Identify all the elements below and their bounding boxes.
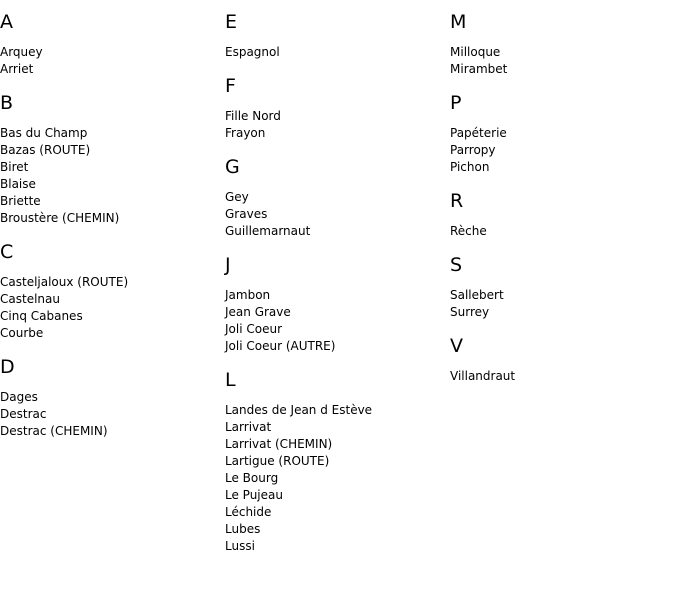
street-link-bazas-route[interactable]: Bazas (ROUTE) (0, 143, 91, 157)
letter-group-r (450, 191, 670, 240)
letter-group-b (0, 93, 220, 227)
street-list (225, 189, 445, 240)
street-link-lussi[interactable]: Lussi (225, 539, 255, 553)
street-link-dages[interactable]: Dages (0, 390, 38, 404)
street-link-guillemarnaut[interactable]: Guillemarnaut (225, 224, 311, 238)
index-column-2 (225, 12, 445, 570)
letter-group-g (225, 157, 445, 240)
street-link-milloque[interactable]: Milloque (450, 45, 501, 59)
street-link-jambon[interactable]: Jambon (225, 288, 271, 302)
street-link-bas-du-champ[interactable]: Bas du Champ (0, 126, 88, 140)
letter-heading: B (0, 92, 14, 114)
street-list (450, 44, 670, 78)
letter-group-p (450, 93, 670, 176)
street-link-landes-de-jean-d-esteve[interactable]: Landes de Jean d Estève (225, 403, 373, 417)
street-link-broustere-chemin[interactable]: Broustère (CHEMIN) (0, 211, 120, 225)
street-list (0, 44, 220, 78)
street-link-mirambet[interactable]: Mirambet (450, 62, 508, 76)
street-link-destrac[interactable]: Destrac (0, 407, 47, 421)
letter-group-s (450, 255, 670, 321)
street-list (450, 223, 670, 240)
street-list (0, 125, 220, 227)
street-link-pichon[interactable]: Pichon (450, 160, 490, 174)
street-link-reche[interactable]: Rèche (450, 224, 487, 238)
letter-heading: J (225, 254, 231, 276)
street-link-destrac-chemin[interactable]: Destrac (CHEMIN) (0, 424, 108, 438)
street-list (0, 389, 220, 440)
letter-heading: F (225, 75, 236, 97)
letter-group-c (0, 242, 220, 342)
street-list (0, 274, 220, 342)
street-link-castelnau[interactable]: Castelnau (0, 292, 60, 306)
letter-heading: S (450, 254, 463, 276)
street-link-villandraut[interactable]: Villandraut (450, 369, 516, 383)
street-link-frayon[interactable]: Frayon (225, 126, 266, 140)
street-link-biret[interactable]: Biret (0, 160, 29, 174)
letter-heading: R (450, 190, 464, 212)
street-link-arquey[interactable]: Arquey (0, 45, 43, 59)
street-list (450, 125, 670, 176)
street-link-courbe[interactable]: Courbe (0, 326, 44, 340)
letter-heading: D (0, 356, 15, 378)
letter-heading: G (225, 156, 240, 178)
street-list (225, 108, 445, 142)
street-link-casteljaloux-route[interactable]: Casteljaloux (ROUTE) (0, 275, 129, 289)
letter-group-v (450, 336, 670, 385)
street-link-blaise[interactable]: Blaise (0, 177, 36, 191)
letter-group-f (225, 76, 445, 142)
letter-heading: L (225, 369, 236, 391)
street-link-parropy[interactable]: Parropy (450, 143, 496, 157)
street-link-larrivat[interactable]: Larrivat (225, 420, 272, 434)
street-link-jean-grave[interactable]: Jean Grave (225, 305, 291, 319)
street-list (225, 287, 445, 355)
street-link-espagnol[interactable]: Espagnol (225, 45, 280, 59)
street-link-sallebert[interactable]: Sallebert (450, 288, 504, 302)
street-link-surrey[interactable]: Surrey (450, 305, 490, 319)
street-link-le-bourg[interactable]: Le Bourg (225, 471, 279, 485)
letter-heading: E (225, 11, 238, 33)
letter-group-m (450, 12, 670, 78)
letter-group-a (0, 12, 220, 78)
index-column-3 (450, 12, 670, 400)
street-list (225, 44, 445, 61)
street-link-arriet[interactable]: Arriet (0, 62, 34, 76)
street-link-lartigue-route[interactable]: Lartigue (ROUTE) (225, 454, 330, 468)
street-link-gey[interactable]: Gey (225, 190, 249, 204)
street-link-fille-nord[interactable]: Fille Nord (225, 109, 281, 123)
street-link-graves[interactable]: Graves (225, 207, 268, 221)
letter-heading: P (450, 92, 462, 114)
street-link-le-pujeau[interactable]: Le Pujeau (225, 488, 283, 502)
street-link-lechide[interactable]: Léchide (225, 505, 272, 519)
street-link-larrivat-chemin[interactable]: Larrivat (CHEMIN) (225, 437, 333, 451)
street-link-cinq-cabanes[interactable]: Cinq Cabanes (0, 309, 83, 323)
letter-group-e (225, 12, 445, 61)
street-link-joli-coeur[interactable]: Joli Coeur (225, 322, 283, 336)
letter-heading: A (0, 11, 13, 33)
street-list (450, 368, 670, 385)
street-link-lubes[interactable]: Lubes (225, 522, 261, 536)
street-link-briette[interactable]: Briette (0, 194, 41, 208)
street-list (225, 402, 445, 555)
letter-heading: C (0, 241, 14, 263)
letter-heading: M (450, 11, 467, 33)
street-list (450, 287, 670, 321)
letter-group-d (0, 357, 220, 440)
letter-heading: V (450, 335, 463, 357)
street-link-papeterie[interactable]: Papéterie (450, 126, 507, 140)
letter-group-j (225, 255, 445, 355)
index-column-1 (0, 12, 220, 455)
letter-group-l (225, 370, 445, 555)
street-link-joli-coeur-autre[interactable]: Joli Coeur (AUTRE) (225, 339, 336, 353)
